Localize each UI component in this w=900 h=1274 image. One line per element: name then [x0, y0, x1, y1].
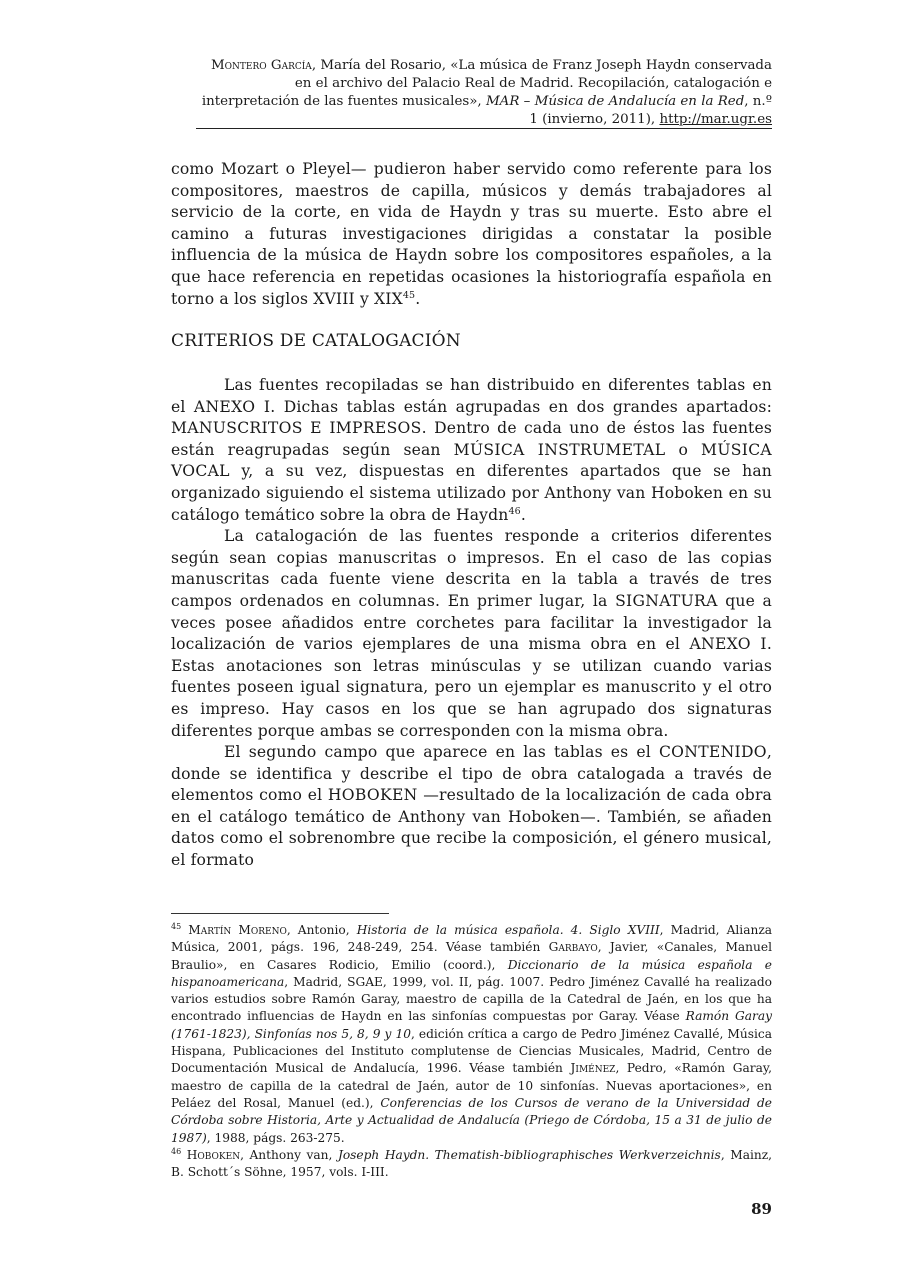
text-run: El segundo campo que aparece en las tablas es el [224, 743, 659, 762]
footnote-title: Ramón Garay (1761-1823), Sinfonías nos 5, 8, 9 y 10 [171, 1009, 772, 1041]
text-run: . Dentro de cada uno de éstos las fuentes están reagrupadas según sean [171, 419, 773, 459]
text-run: o [665, 440, 702, 459]
footnote-title: Diccionario de la música española e hispanoamericana [171, 957, 772, 989]
paragraph-fuentes [171, 375, 772, 526]
groups-label: MANUSCRITOS E IMPRESOS [171, 419, 422, 438]
footnote-46 [171, 1147, 772, 1182]
text-run: , Madrid, Alianza Música, 2001, págs. 196, 248-249, 254. Véase también [171, 923, 773, 955]
instrumental-label: MÚSICA INSTRUMETAL [453, 440, 666, 459]
footnote-separator [171, 913, 389, 914]
footnotes [171, 922, 772, 1181]
page-number: 89 [751, 1200, 772, 1218]
footnote-45 [171, 922, 772, 1147]
text-run: , Antonio, [286, 923, 357, 937]
text-run: . Dichas tablas están agrupadas en dos grandes apartados: [270, 397, 772, 416]
paragraph-intro-end: . [415, 289, 421, 308]
text-run: y, a su vez, dispuestas en diferentes apartados que se han organizado siguiendo el sistema utilizado por Anthony van Hoboken en su catálogo temático sobre la obra de Haydn [171, 462, 772, 524]
text-run: , Anthony van, [240, 1147, 338, 1162]
paragraph-catalogacion [171, 526, 772, 742]
footnote-author: Jiménez [570, 1061, 616, 1076]
header-issue: , n.º 1 (invierno, 2011), [529, 94, 772, 127]
text-run: , donde se identifica y describe el tipo de obra catalogada a través de elementos como el [171, 743, 772, 805]
footnote-number: 45 [171, 921, 182, 931]
paragraph-intro [171, 159, 772, 310]
text-run: que a veces posee añadidos entre corchetes para facilitar la investigador la localización de varios ejemplares de una misma obra en el [171, 591, 772, 654]
header-author: Montero García [210, 58, 312, 73]
anexo-ref: ANEXO I [689, 635, 767, 654]
text-run: —resultado de la localización de cada obra en el catálogo temático de Anthony van Hoboken—. También, se añaden datos como el sobrenombre que recibe la composición, el género musical, el formato [171, 786, 772, 870]
text-run: . [520, 505, 526, 524]
footnote-author: Martín Moreno [188, 923, 287, 937]
text-run: , Javier, «Canales, Manuel Braulio», en Casares Rodicio, Emilio (coord.), [171, 940, 772, 972]
footnote-title: Joseph Haydn. Thematish-bibliographisches Werkverzeichnis [337, 1147, 721, 1162]
header-rule [196, 128, 772, 129]
header-journal: MAR – Música de Andalucía en la Red [485, 94, 745, 109]
text-run: , edición crítica a cargo de Pedro Jiménez Cavallé, Música Hispana, Publicaciones del Instituto complutense de Ciencias Musicales, Madrid, Centro de Documentación Musical de Andalucía, 1996. Véase también [171, 1026, 772, 1076]
signatura-label: SIGNATURA [615, 591, 718, 610]
text-run: , Pedro, «Ramón Garay, maestro de capilla de la catedral de Jaén, autor de 10 sinfonías. Nuevas aportaciones», en Peláez del Rosal, Manuel (ed.), [171, 1061, 772, 1110]
text-run: , 1988, págs. 263-275. [206, 1130, 345, 1145]
vocal-label: MÚSICA VOCAL [171, 440, 772, 481]
text-run: , Madrid, SGAE, 1999, vol. II, pág. 1007. Pedro Jiménez Cavallé ha realizado varios estudios sobre Ramón Garay, maestro de capilla de la Catedral de Jaén, en los que ha encontrado influencias de Haydn en las sinfonías compuestas por Garay. Véase [171, 974, 772, 1024]
footnote-ref-45[interactable]: 45 [402, 289, 416, 301]
text-run: Las fuentes recopiladas se han distribuido en diferentes tablas en el [171, 376, 772, 416]
paragraph-intro-text: como Mozart o Pleyel— pudieron haber servido como referente para los compositores, maestros de capilla, músicos y demás trabajadores al servicio de la corte, en vida de Haydn y tras su muerte. Esto abre el camino a futuras investigaciones dirigidas a constatar la posible influencia de la música de Haydn sobre los compositores españoles, a la que hace referencia en repetidas ocasiones la historiografía española en torno a los siglos XVIII y XIX [171, 160, 772, 308]
section-body [171, 375, 772, 872]
footnote-ref-46[interactable]: 46 [508, 505, 521, 517]
header-citation: , María del Rosario, «La música de Franz Joseph Haydn conservada en el archivo del Palacio Real de Madrid. Recopilación, catalogación e interpretación de las fuentes musicales», [201, 58, 772, 109]
hoboken-label: HOBOKEN [327, 786, 418, 805]
running-header [196, 57, 772, 129]
contenido-label: CONTENIDO [658, 743, 767, 762]
footnote-author: Garbayo [548, 940, 598, 955]
footnote-author: Hoboken [186, 1147, 241, 1162]
text-run: . Estas anotaciones son letras minúsculas y se utilizan cuando varias fuentes poseen igual signatura, pero un ejemplar es manuscrito y el otro es impreso. Hay casos en los que se han agrupado dos signaturas diferentes porque ambas se corresponden con la misma obra. [171, 635, 772, 740]
footnote-title: Conferencias de los Cursos de verano de la Universidad de Córdoba sobre Historia, Arte y Actualidad de Andalucía (Priego de Córdoba, 15 a 31 de julio de 1987) [171, 1095, 772, 1145]
header-url-link[interactable]: http://mar.ugr.es [659, 112, 772, 127]
text-run: La catalogación de las fuentes responde a criterios diferentes según sean copias manuscritas o impresos. En el caso de las copias manuscritas cada fuente viene descrita en la tabla a través de tres campos ordenados en columnas. En primer lugar, la [171, 527, 772, 610]
section-heading: CRITERIOS DE CATALOGACIÓN [171, 331, 461, 351]
anexo-ref: ANEXO I [193, 397, 271, 416]
paragraph-contenido [171, 742, 772, 872]
text-run: , Mainz, B. Schott´s Söhne, 1957, vols. I-III. [171, 1147, 773, 1180]
footnote-number: 46 [171, 1146, 182, 1156]
footnote-title: Historia de la música española. 4. Siglo XVIII [356, 923, 660, 937]
